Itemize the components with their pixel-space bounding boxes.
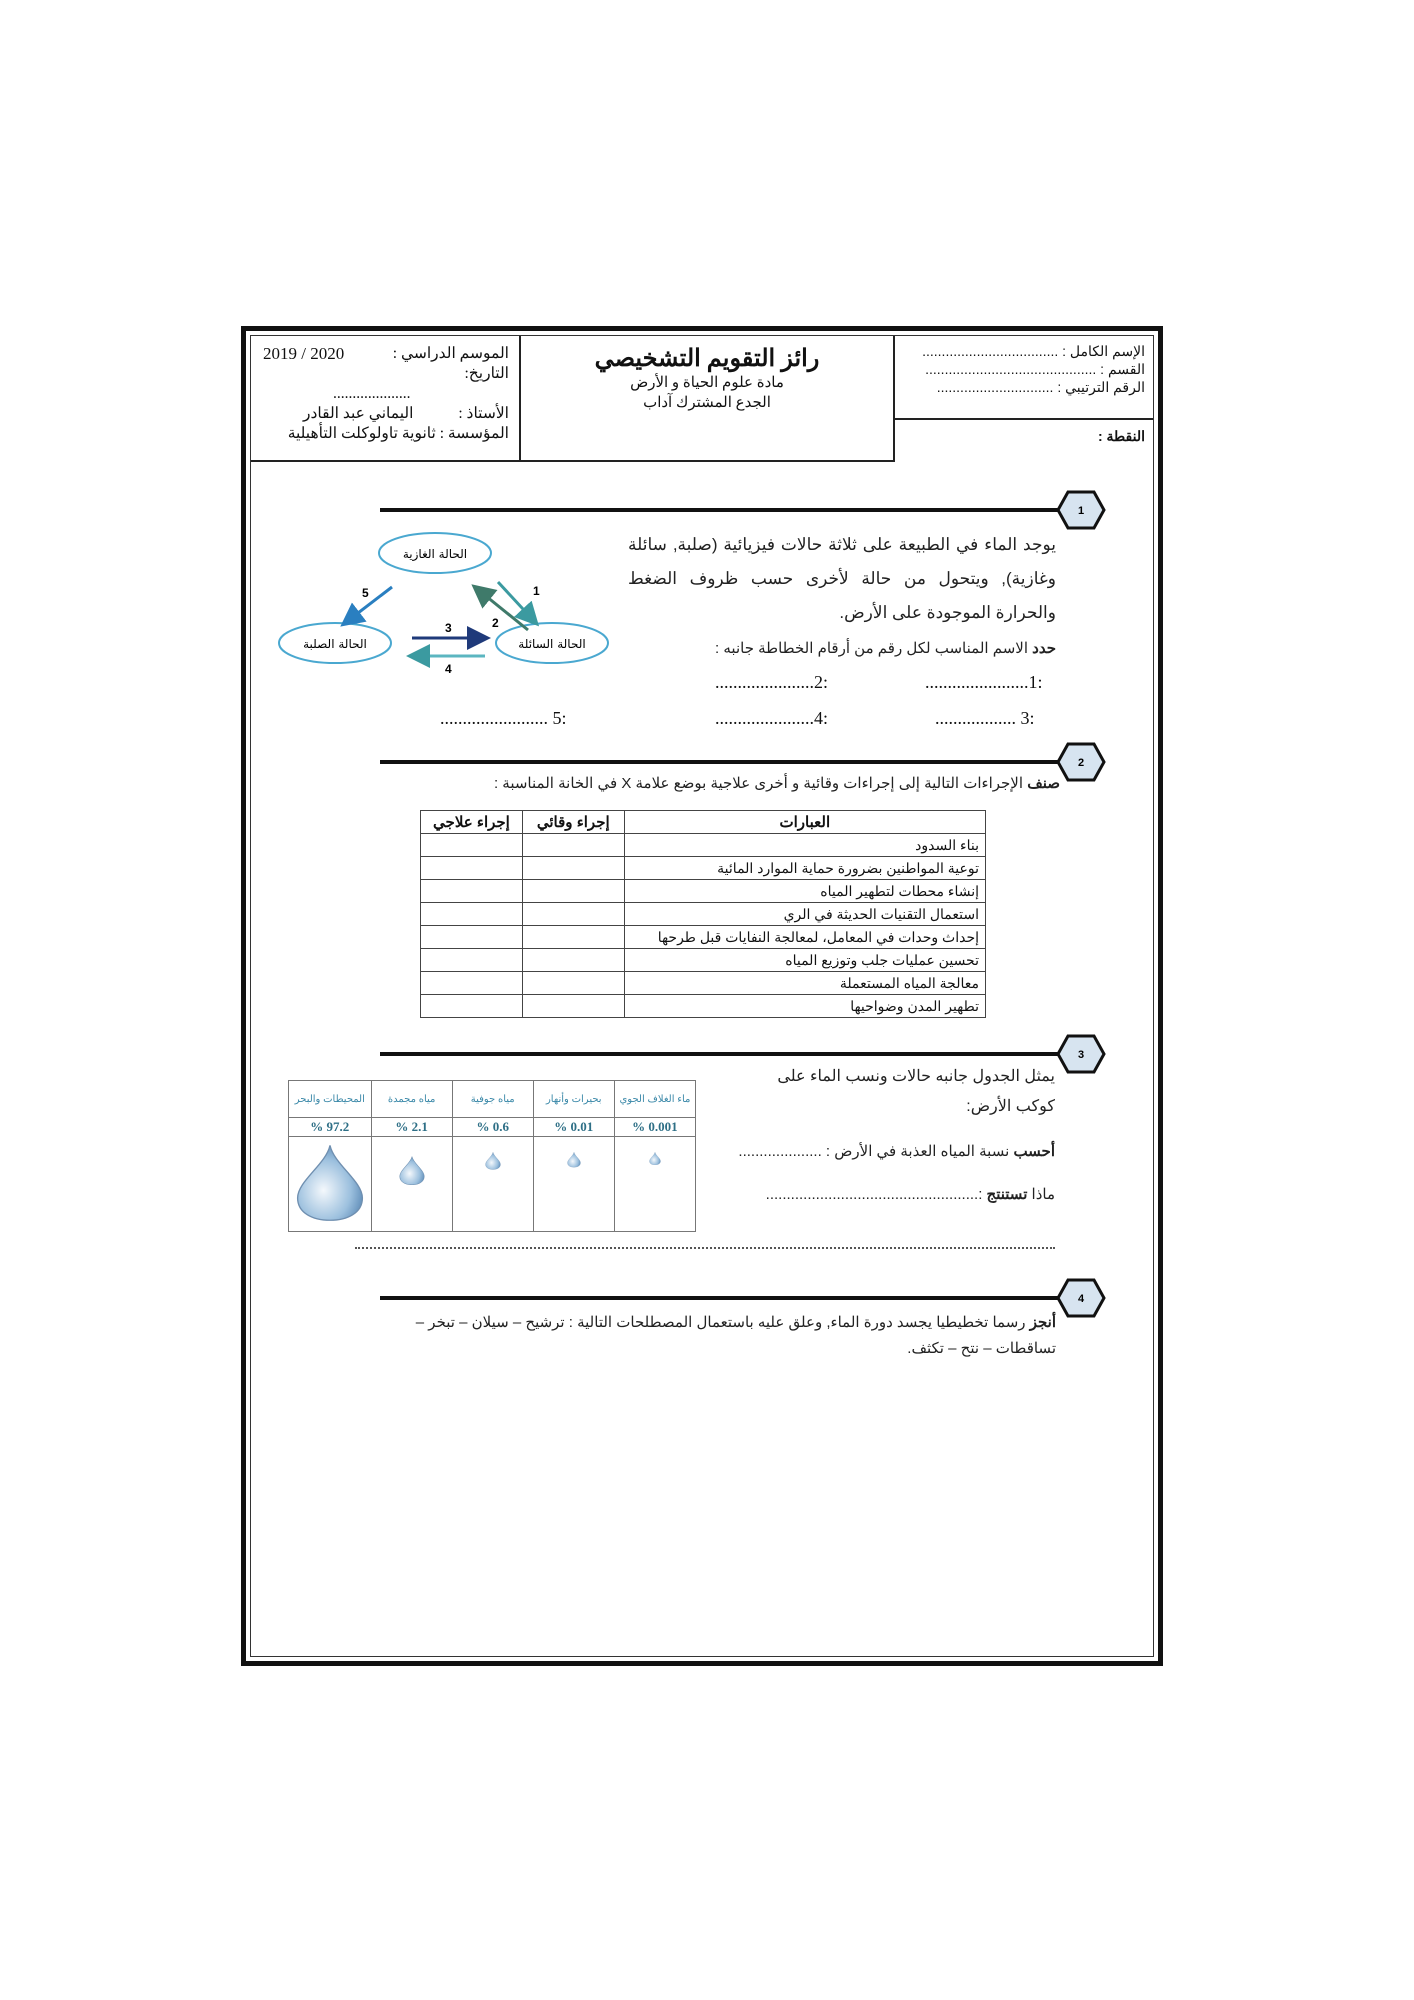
- gas-state-label: الحالة الغازية: [402, 547, 468, 561]
- section-4-task-verb: أنجز: [1029, 1314, 1056, 1331]
- exam-subject: مادة علوم الحياة و الأرض: [630, 375, 784, 391]
- procedure-statement: توعية المواطنين بضرورة حماية الموارد المائية: [624, 857, 985, 880]
- water-drop-cell: [371, 1137, 452, 1232]
- section-2-badge: [1056, 742, 1106, 782]
- procedure-statement: استعمال التقنيات الحديثة في الري: [624, 903, 985, 926]
- blank-2-value[interactable]: ......................: [715, 672, 814, 692]
- water-drop-icon: [567, 1152, 581, 1168]
- water-states-diagram: [270, 525, 630, 680]
- drawing-answer-area[interactable]: [260, 1370, 1150, 1650]
- procedure-statement: بناء السدود: [624, 834, 985, 857]
- section-1-task-text: الاسم المناسب لكل رقم من أرقام الخطاطة جانبه :: [715, 640, 1033, 657]
- season-value: 2019 / 2020: [263, 344, 345, 363]
- curative-checkbox-cell[interactable]: [421, 903, 523, 926]
- water-drop-cell: [289, 1137, 372, 1232]
- date-label: التاريخ:: [464, 365, 509, 382]
- section-2-task-verb: صنف: [1027, 775, 1060, 792]
- curative-checkbox-cell[interactable]: [421, 949, 523, 972]
- preventive-checkbox-cell[interactable]: [522, 857, 624, 880]
- procedure-row: [421, 995, 986, 1018]
- season-row: [263, 344, 509, 364]
- arrow-4-label: 4: [445, 662, 452, 676]
- section-2-divider: [380, 760, 1060, 764]
- header-info-box: [251, 336, 521, 462]
- number-row: [903, 378, 1145, 396]
- blank-1-value[interactable]: .......................: [925, 672, 1029, 692]
- procedure-statement: معالجة المياه المستعملة: [624, 972, 985, 995]
- score-label[interactable]: النقطة :: [1097, 428, 1145, 444]
- class-row: [903, 360, 1145, 378]
- preventive-checkbox-cell[interactable]: [522, 834, 624, 857]
- water-drop-icon: [296, 1144, 364, 1222]
- preventive-checkbox-cell[interactable]: [522, 972, 624, 995]
- teacher-row: [263, 404, 509, 424]
- blank-3[interactable]: [935, 708, 1035, 729]
- section-4-task: [370, 1310, 1056, 1362]
- section-3-q2-verb: تستنتج: [986, 1186, 1028, 1203]
- arrow-2: [476, 588, 528, 630]
- preventive-checkbox-cell[interactable]: [522, 903, 624, 926]
- blank-3-label: :3: [1020, 708, 1035, 728]
- date-value[interactable]: ....................: [333, 385, 411, 402]
- season-label: الموسم الدراسي :: [392, 345, 509, 362]
- blank-5-label: :5: [552, 708, 567, 728]
- class-label: القسم :: [1100, 361, 1145, 377]
- teacher-value: اليماني عبد القادر: [303, 405, 414, 422]
- water-source-name: مياه جوفية: [452, 1081, 533, 1118]
- class-field[interactable]: ............................................: [925, 361, 1097, 377]
- school-row: [263, 424, 509, 444]
- col-preventive: إجراء وقائي: [522, 811, 624, 834]
- preventive-checkbox-cell[interactable]: [522, 880, 624, 903]
- section-4-divider: [380, 1296, 1060, 1300]
- section-1-intro-text: يوجد الماء في الطبيعة على ثلاثة حالات فيزيائية (صلبة, سائلة وغازية), ويتحول من حالة لأخرى حسب ظروف الضغط والحرارة الموجودة على الأرض.: [628, 535, 1056, 622]
- section-4-task-text: رسما تخطيطيا يجسد دورة الماء, وعلق عليه باستعمال المصطلحات التالية : ترشيح – سيلان – تبخر – تساقطات – نتح – تكثف.: [415, 1314, 1056, 1357]
- procedures-header-row: [421, 811, 986, 834]
- procedure-row: [421, 857, 986, 880]
- water-drop-icon: [399, 1156, 425, 1185]
- water-source-name: بحيرات وأنهار: [533, 1081, 614, 1118]
- section-3-intro: [735, 1062, 1055, 1122]
- water-drop-cell: [614, 1137, 695, 1232]
- header-title-box: [521, 336, 893, 462]
- water-source-percent: 0.001 %: [614, 1118, 695, 1137]
- preventive-checkbox-cell[interactable]: [522, 995, 624, 1018]
- section-3-number: 3: [1077, 1049, 1085, 1061]
- curative-checkbox-cell[interactable]: [421, 880, 523, 903]
- freshwater-answer-field[interactable]: ....................: [738, 1143, 822, 1160]
- arrow-3-label: 3: [445, 621, 452, 635]
- procedure-statement: تطهير المدن وضواحيها: [624, 995, 985, 1018]
- section-2-task: [420, 770, 1060, 798]
- procedure-statement: تحسين عمليات جلب وتوزيع المياه: [624, 949, 985, 972]
- water-source-percent: 0.01 %: [533, 1118, 614, 1137]
- curative-checkbox-cell[interactable]: [421, 834, 523, 857]
- water-source-name: مياه مجمدة: [371, 1081, 452, 1118]
- section-3-q1: [700, 1135, 1055, 1169]
- section-1-task: [628, 632, 1056, 666]
- name-row: [903, 342, 1145, 360]
- curative-checkbox-cell[interactable]: [421, 857, 523, 880]
- water-drop-cell: [533, 1137, 614, 1232]
- section-3-q1-verb: أحسب: [1013, 1143, 1055, 1160]
- section-4-badge: [1056, 1278, 1106, 1318]
- procedure-row: [421, 903, 986, 926]
- gas-state-node: [379, 533, 491, 573]
- date-value-row: [263, 384, 509, 404]
- procedure-row: [421, 972, 986, 995]
- blank-2[interactable]: [715, 672, 828, 693]
- col-curative: إجراء علاجي: [421, 811, 523, 834]
- water-drop-row: [289, 1137, 696, 1232]
- procedure-row: [421, 880, 986, 903]
- blank-4[interactable]: [715, 708, 828, 729]
- student-fields: [895, 336, 1153, 420]
- solid-state-label: الحالة الصلبة: [303, 637, 367, 651]
- water-distribution-table: [288, 1080, 696, 1232]
- preventive-checkbox-cell[interactable]: [522, 949, 624, 972]
- water-drop-cell: [452, 1137, 533, 1232]
- water-drop-icon: [649, 1152, 661, 1165]
- section-3-q2: [700, 1178, 1055, 1212]
- section-3-q2-text: ماذا: [1027, 1186, 1055, 1203]
- section-4-number: 4: [1077, 1293, 1085, 1305]
- blank-5[interactable]: [440, 708, 567, 729]
- liquid-state-node: [496, 623, 608, 663]
- blank-1-label: :1: [1028, 672, 1043, 692]
- section-3-badge: [1056, 1034, 1106, 1074]
- blank-1[interactable]: [925, 672, 1043, 693]
- teacher-label: الأستاذ :: [458, 405, 509, 422]
- arrow-1: [498, 582, 535, 622]
- arrow-5-label: 5: [362, 586, 369, 600]
- procedure-row: [421, 834, 986, 857]
- arrow-1-label: 1: [533, 584, 540, 598]
- water-source-name: ماء الغلاف الجوي: [614, 1081, 695, 1118]
- curative-checkbox-cell[interactable]: [421, 995, 523, 1018]
- student-info-box: [893, 336, 1153, 462]
- blank-5-value[interactable]: ........................: [440, 708, 548, 728]
- col-statements: العبارات: [624, 811, 985, 834]
- water-source-name: المحيطات والبحر: [289, 1081, 372, 1118]
- solid-state-node: [279, 623, 391, 663]
- blank-2-label: :2: [814, 672, 829, 692]
- school-label: المؤسسة :: [439, 425, 509, 442]
- curative-checkbox-cell[interactable]: [421, 972, 523, 995]
- section-2-number: 2: [1077, 757, 1085, 769]
- name-label: الإسم الكامل :: [1062, 343, 1145, 359]
- section-3-q1-text: نسبة المياه العذبة في الأرض :: [821, 1143, 1014, 1160]
- exam-header: [251, 336, 1153, 462]
- number-label: الرقم الترتيبي :: [1057, 379, 1145, 395]
- blank-4-label: :4: [814, 708, 829, 728]
- name-field[interactable]: ...................................: [922, 343, 1059, 359]
- liquid-state-label: الحالة السائلة: [518, 637, 586, 651]
- blank-4-value[interactable]: ......................: [715, 708, 814, 728]
- preventive-checkbox-cell[interactable]: [522, 926, 624, 949]
- water-source-percent: 2.1 %: [371, 1118, 452, 1137]
- procedure-statement: إحداث وحدات في المعامل، لمعالجة النفايات قبل طرحها: [624, 926, 985, 949]
- water-percent-row: [289, 1118, 696, 1137]
- curative-checkbox-cell[interactable]: [421, 926, 523, 949]
- section-3-intro-text: يمثل الجدول جانبه حالات ونسب الماء على كوكب الأرض:: [777, 1068, 1055, 1115]
- school-value: ثانوية تاولوكلت التأهيلية: [287, 425, 436, 442]
- number-field[interactable]: ..............................: [936, 379, 1054, 395]
- section-2-task-text: الإجراءات التالية إلى إجراءات وقائية و أخرى علاجية بوضع علامة X في الخانة المناسبة :: [493, 775, 1028, 792]
- blank-3-value[interactable]: ..................: [935, 708, 1016, 728]
- exam-level: الجدع المشترك آداب: [643, 395, 771, 411]
- section-1-divider: [380, 508, 1060, 512]
- procedure-statement: إنشاء محطات لتطهير المياه: [624, 880, 985, 903]
- section-1-intro: [628, 528, 1056, 630]
- section-1-badge: [1056, 490, 1106, 530]
- procedure-row: [421, 949, 986, 972]
- water-source-percent: 0.6 %: [452, 1118, 533, 1137]
- section-1-number: 1: [1077, 505, 1085, 517]
- date-row: [263, 364, 509, 384]
- conclusion-continuation-line[interactable]: [355, 1247, 1055, 1249]
- arrow-2-label: 2: [492, 616, 499, 630]
- exam-title: رائز التقويم التشخيصي: [594, 346, 820, 372]
- procedures-table: [420, 810, 986, 1018]
- conclusion-answer-field[interactable]: :...................................................: [765, 1186, 987, 1203]
- procedure-row: [421, 926, 986, 949]
- water-header-row: [289, 1081, 696, 1118]
- water-drop-icon: [485, 1152, 501, 1170]
- section-1-task-verb: حدد: [1032, 640, 1056, 657]
- water-source-percent: 97.2 %: [289, 1118, 372, 1137]
- section-3-divider: [380, 1052, 1060, 1056]
